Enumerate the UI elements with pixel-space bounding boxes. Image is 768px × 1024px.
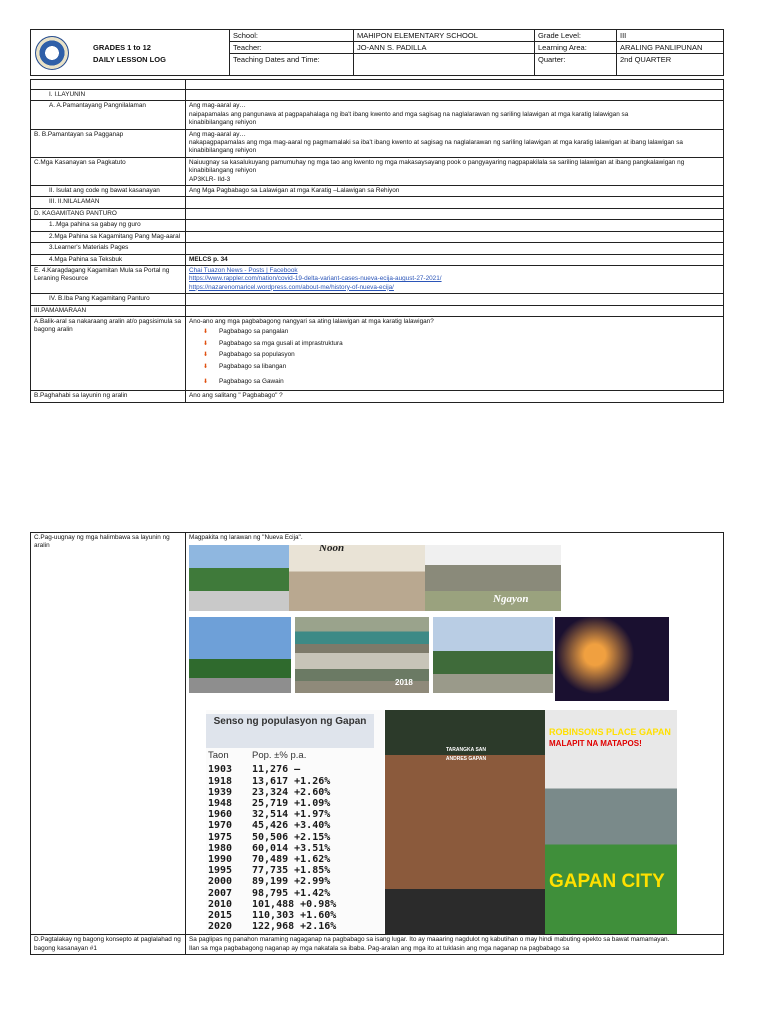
census-row — [208, 887, 384, 899]
header-value2: III — [620, 31, 627, 40]
text-line: nakapagpapamalas ang mga mag-aaral ng pagmamalaki sa iba't ibang kwento at sagisag na naglalarawan ng sariling lalawigan at mga karatig lalawigan at ibang lalawigan sa kinabibilangang rehiyon — [189, 139, 683, 155]
population-census-table — [206, 710, 384, 935]
section-label: D.Pagtalakay ng bagong konsepto at paglalahad ng bagong kasanayan #1 — [31, 935, 186, 955]
census-title: Senso ng populasyon ng Gapan — [206, 714, 374, 748]
header-value: MAHIPON ELEMENTARY SCHOOL — [354, 30, 535, 41]
census-row — [208, 800, 384, 808]
census-row — [208, 822, 384, 830]
census-row — [208, 856, 384, 864]
caption-ngayon: Ngayon — [493, 593, 529, 606]
census-year: 2015 — [208, 910, 233, 921]
census-row — [208, 811, 384, 819]
resource-link-facebook[interactable]: Chai Tuazon News - Posts | Facebook — [189, 266, 298, 274]
welcome-arch-photo — [189, 617, 291, 693]
census-value: 23,324 +2.60% — [252, 786, 331, 798]
header-row-teacher — [230, 42, 724, 54]
section-content — [186, 157, 724, 185]
header-value: JO-ANN S. PADILLA — [354, 42, 535, 53]
header-label2: Learning Area: — [535, 42, 617, 53]
bullet-item: ⬇ Pagbabago sa populasyon — [189, 351, 720, 359]
logo-cell — [31, 30, 230, 75]
census-value: 89,199 +2.99% — [252, 876, 331, 888]
census-row — [208, 898, 384, 910]
section-label: 3.Learner's Materials Pages — [31, 243, 186, 254]
census-value: 32,514 +1.97% — [252, 809, 331, 821]
census-row — [208, 867, 384, 875]
resource-link-wordpress[interactable]: https://nazarenomaricel.wordpress.com/about-me/history-of-nueva-ecija/ — [189, 283, 394, 291]
header-row-school — [230, 30, 724, 42]
census-row — [208, 842, 384, 854]
census-year: 1948 — [208, 798, 233, 809]
section-label: III. II.NILALAMAN — [31, 197, 186, 208]
section-label: I. I.LAYUNIN — [31, 90, 186, 101]
section-content — [186, 935, 724, 955]
text-line: AP3KLR- IId-3 — [189, 175, 231, 183]
census-col-pop: Pop. ±% p.a. — [252, 750, 307, 762]
section-label: D. KAGAMITANG PANTURO — [31, 208, 186, 219]
census-year: 1939 — [208, 786, 233, 798]
bullet-item: ⬇ Pagbabago sa Gawain — [189, 378, 720, 386]
census-value: 122,968 +2.16% — [252, 921, 337, 933]
census-year: 2000 — [208, 876, 233, 888]
census-year: 2020 — [208, 921, 233, 933]
header-label: Teacher: — [230, 42, 354, 53]
census-row — [208, 923, 384, 931]
table-row — [31, 231, 724, 242]
header-title — [93, 42, 166, 66]
header-row-dates — [230, 54, 724, 75]
table-row — [31, 80, 724, 90]
table-row — [31, 294, 724, 305]
text-line: naipapamalas ang pangunawa at pagpapahalaga ng iba't ibang kwento and mga sagisag na naglalarawan ng sariling lalawigan at mga karatig lalawigan sa — [189, 110, 629, 118]
resource-link-rappler[interactable]: https://www.rappler.com/nation/covid-19-delta-variant-cases-nueva-ecija-august-27-2021/ — [189, 275, 442, 283]
image-collage — [189, 542, 689, 934]
census-value: 50,506 +2.15% — [252, 831, 331, 843]
census-year: 2010 — [208, 898, 233, 910]
section-label: B. B.Pamantayan sa Pagganap — [31, 129, 186, 157]
census-value: 110,303 +1.60% — [252, 910, 337, 921]
section-content: Ang Mga Pagbabago sa Lalawigan at mga Karatig –Lalawigan sa Rehiyon — [186, 186, 724, 197]
provincial-capitol-photo — [189, 545, 289, 611]
header-title-line1: GRADES 1 to 12 — [93, 43, 151, 52]
census-year: 1918 — [208, 775, 233, 787]
census-row — [208, 878, 384, 886]
census-row — [208, 912, 384, 920]
census-value: 101,488 +0.98% — [252, 898, 337, 910]
section-label: IV. B.Iba Pang Kagamitang Panturo — [31, 294, 186, 305]
census-value: 98,795 +1.42% — [252, 887, 331, 899]
photo-year: 2018 — [395, 678, 413, 688]
table-row — [31, 197, 724, 208]
table-row — [31, 208, 724, 219]
section-label: A. A.Pamantayang Pangnilalaman — [31, 101, 186, 129]
census-row — [208, 831, 384, 843]
census-value: 25,719 +1.09% — [252, 798, 331, 809]
census-year: 1995 — [208, 865, 233, 877]
census-row — [208, 775, 384, 787]
section-label: 4.Mga Pahina sa Teksbuk — [31, 254, 186, 265]
census-row — [208, 766, 384, 774]
caption-noon: Noon — [319, 545, 345, 555]
section-label: B.Paghahabi sa layunin ng aralin — [31, 391, 186, 402]
table-row — [31, 157, 724, 185]
header-label2: Quarter: — [535, 54, 617, 75]
header-value2: 2nd QUARTER — [620, 55, 672, 64]
section-label: A.Balik-aral sa nakaraang aralin at/o pagsisimula sa bagong aralin — [31, 316, 186, 390]
census-year: 2007 — [208, 887, 233, 899]
census-year: 1903 — [208, 764, 233, 776]
bullet-item: ⬇ Pagbabago sa mga gusali at imprastruktura — [189, 340, 720, 348]
census-year: 1970 — [208, 820, 233, 832]
table-row — [31, 935, 724, 955]
river-rocks-photo — [295, 617, 429, 653]
text-line: Naiuugnay sa kasalukuyang pamumuhay ng mga tao ang kwento ng mga makasaysayang pook o pangyayaring nagpapakilala sa sariling lalawigan at ibang pangkalawigan ng kinabibilangang rehiyon — [189, 158, 685, 175]
table-row — [31, 305, 724, 316]
census-row — [208, 786, 384, 798]
section-content — [186, 533, 724, 935]
text-line: Sa paglipas ng panahon maraming nagaganap na pagbabago sa isang lugar. Ito ay maaaring nagdulot ng kabutihan o may hindi mabuting epekto sa bawat mamamayan. — [189, 936, 670, 944]
census-value: 70,489 +1.62% — [252, 854, 331, 865]
section-label: 1..Mga pahina sa gabay ng guro — [31, 220, 186, 231]
section-label: III.PAMAMARAAN — [31, 305, 186, 316]
new-photo-ngayon — [425, 545, 561, 611]
census-value: 60,014 +3.51% — [252, 842, 331, 854]
park-tower-photo — [433, 617, 553, 693]
header-label: School: — [230, 30, 354, 41]
section-content — [186, 101, 724, 129]
census-value: 13,617 +1.26% — [252, 775, 331, 787]
section-content: Ano ang salitang " Pagbabago" ? — [186, 391, 724, 402]
header-value2: ARALING PANLIPUNAN — [620, 43, 703, 52]
section-content: MELCS p. 34 — [186, 254, 724, 265]
section-content — [186, 129, 724, 157]
text-line: Ang mag-aaral ay… — [189, 130, 246, 138]
text-line: Magpakita ng larawan ng "Nueva Ecija". — [189, 534, 303, 541]
table-row — [31, 254, 724, 265]
header-label: Teaching Dates and Time: — [230, 54, 354, 75]
table-row — [31, 243, 724, 254]
header-title-line2: DAILY LESSON LOG — [93, 55, 166, 64]
text-line: Ilan sa mga pagbabagong naganap ay mga nakatala sa ibaba. Pag-aralan ang mga ito at tuklasin ang mga naganap na pagbabago sa — [189, 944, 570, 952]
rock-formation-photo — [295, 653, 429, 693]
census-year: 1980 — [208, 842, 233, 854]
lesson-table-2 — [30, 532, 724, 955]
table-row — [31, 90, 724, 101]
section-label: 2.Mga Pahina sa Kagamitang Pang Mag-aaral — [31, 231, 186, 242]
census-col-year: Taon — [208, 750, 229, 762]
robinsons-gapan-photo — [545, 710, 677, 934]
table-row — [31, 101, 724, 129]
deped-seal-logo — [35, 36, 69, 70]
header-block — [30, 29, 724, 76]
text-line: Ang mag-aaral ay… — [189, 102, 246, 110]
table-row — [31, 533, 724, 935]
header-label2: Grade Level: — [535, 30, 617, 41]
table-row — [31, 129, 724, 157]
arch-text: TARANGKA SAN ANDRES GAPAN — [445, 747, 487, 762]
section-label: II. Isulat ang code ng bawat kasanayan — [31, 186, 186, 197]
robinsons-caption: ROBINSONS PLACE GAPAN — [549, 727, 671, 738]
lesson-table-1 — [30, 79, 724, 403]
old-photo-noon — [289, 545, 425, 611]
census-value: 11,276 — — [252, 764, 301, 776]
table-row — [31, 186, 724, 197]
gapan-city-caption: GAPAN CITY — [549, 871, 665, 893]
census-value: 45,426 +3.40% — [252, 820, 331, 832]
census-header — [208, 752, 384, 760]
section-content — [186, 265, 724, 293]
text-line: Ano-ano ang mga pagbabagong nangyari sa ating lalawigan at mga karatig lalawigan? — [189, 317, 434, 325]
table-row — [31, 391, 724, 402]
census-year: 1990 — [208, 854, 233, 865]
section-label: C.Mga Kasanayan sa Pagkatuto — [31, 157, 186, 185]
bullet-item: ⬇ Pagbabago sa pangalan — [189, 328, 720, 336]
section-label: E. 4.Karagdagang Kagamitan Mula sa Portal ng Leraning Resource — [31, 265, 186, 293]
table-row — [31, 220, 724, 231]
gapan-arch-photo — [385, 710, 545, 934]
section-content — [186, 316, 724, 390]
census-year: 1975 — [208, 831, 233, 843]
christmas-lights-photo — [555, 617, 669, 701]
census-value: 77,735 +1.85% — [252, 865, 331, 877]
section-label: C.Pag-uugnay ng mga halimbawa sa layunin ng aralin — [31, 533, 186, 935]
robinsons-subcaption: MALAPIT NA MATAPOS! — [549, 739, 642, 749]
text-line: kinabibilangang rehiyon — [189, 119, 257, 127]
header-value — [354, 54, 535, 75]
table-row — [31, 316, 724, 390]
table-row — [31, 265, 724, 293]
bullet-item: ⬇ Pagbabago sa libangan — [189, 363, 720, 371]
census-year: 1960 — [208, 809, 233, 821]
